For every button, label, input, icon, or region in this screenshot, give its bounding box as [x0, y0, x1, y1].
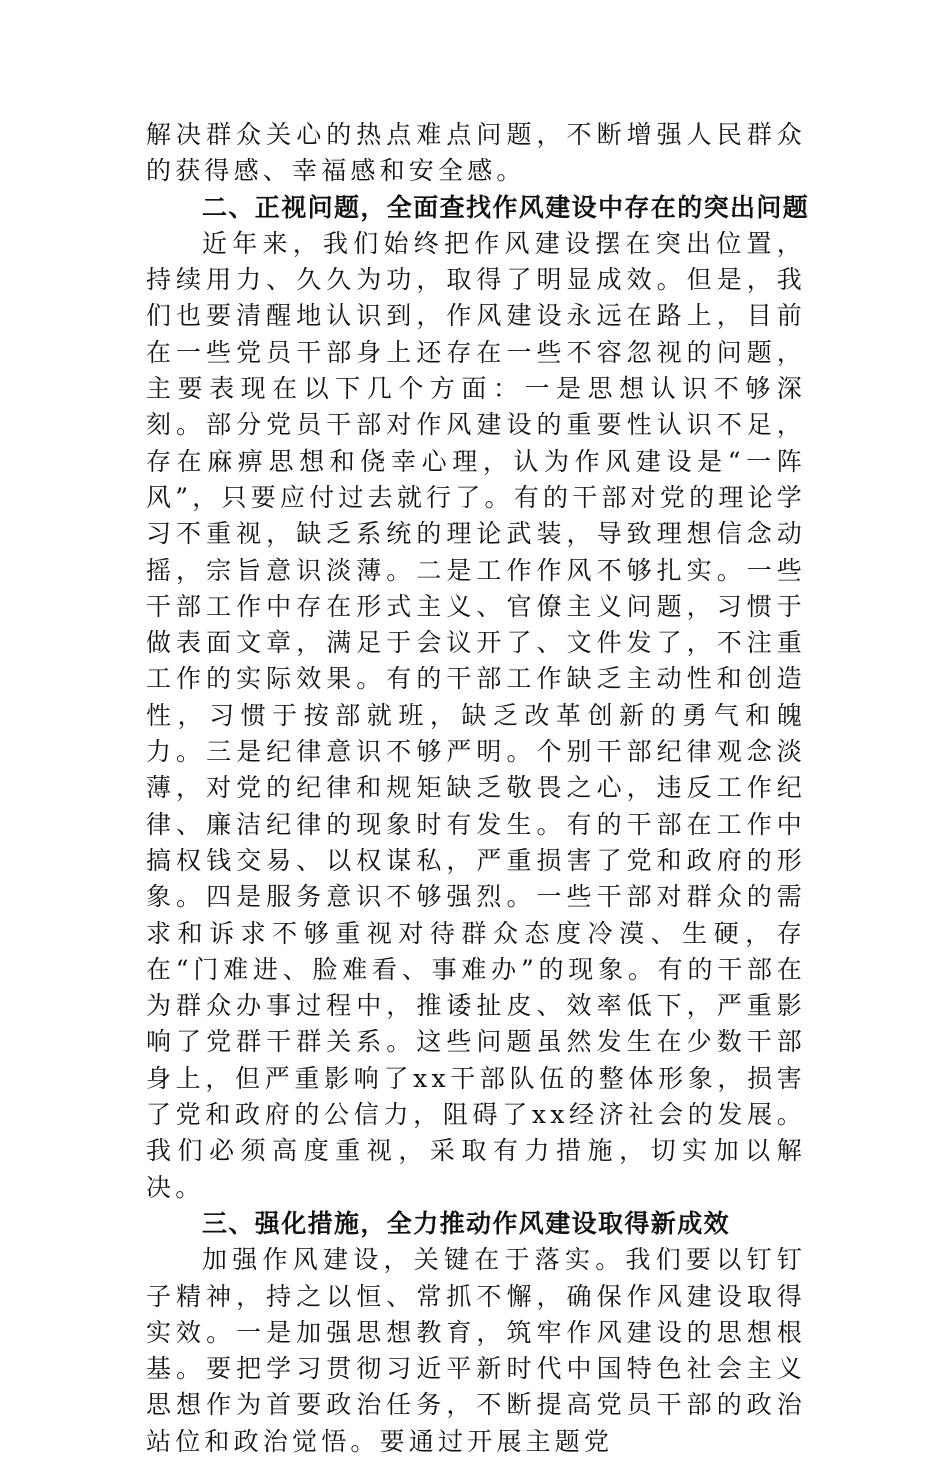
document-body — [146, 117, 810, 1460]
section-heading-two: 二、正视问题，全面查找作风建设中存在的突出问题 — [202, 192, 810, 222]
paragraph-continuation: 解决群众关心的热点难点问题，不断增强人民群众的获得感、幸福感和安全感。 — [146, 120, 806, 186]
paragraph-problems: 近年来，我们始终把作风建设摆在突出位置，持续用力、久久为功，取得了明显成效。但是，我们也要清醒地认识到，作风建设永远在路上，目前在一些党员干部身上还存在一些不容忽视的问题，主要表现在以下几个方面：一是思想认识不够深刻。部分党员干部对作风建设的重要性认识不足，存在麻痹思想和侥幸心理，认为作风建设是“一阵风”，只要应付过去就行了。有的干部对党的理论学习不重视，缺乏系统的理论武装，导致理想信念动摇，宗旨意识淡薄。二是工作作风不够扎实。一些干部工作中存在形式主义、官僚主义问题，习惯于做表面文章，满足于会议开了、文件发了，不注重工作的实际效果。有的干部工作缺乏主动性和创造性，习惯于按部就班，缺乏改革创新的勇气和魄力。三是纪律意识不够严明。个别干部纪律观念淡薄，对党的纪律和规矩缺乏敬畏之心，违反工作纪律、廉洁纪律的现象时有发生。有的干部在工作中搞权钱交易、以权谋私，严重损害了党和政府的形象。四是服务意识不够强烈。一些干部对群众的需求和诉求不够重视对待群众态度冷漠、生硬，存在“门难进、脸难看、事难办”的现象。有的干部在为群众办事过程中，推诿扯皮、效率低下，严重影响了党群干群关系。这些问题虽然发生在少数干部身上，但严重影响了xx干部队伍的整体形象，损害了党和政府的公信力，阻碍了xx经济社会的发展。我们必须高度重视，采取有力措施，切实加以解决。 — [146, 228, 806, 1202]
paragraph-measures: 加强作风建设，关键在于落实。我们要以钉钉子精神，持之以恒、常抓不懈，确保作风建设取得实效。一是加强思想教育，筑牢作风建设的思想根基。要把学习贯彻习近平新时代中国特色社会主义思想作为首要政治任务，不断提高党员干部的政治站位和政治觉悟。要通过开展主题党 — [146, 1245, 806, 1456]
section-heading-three: 三、强化措施，全力推动作风建设取得新成效 — [202, 1208, 731, 1238]
